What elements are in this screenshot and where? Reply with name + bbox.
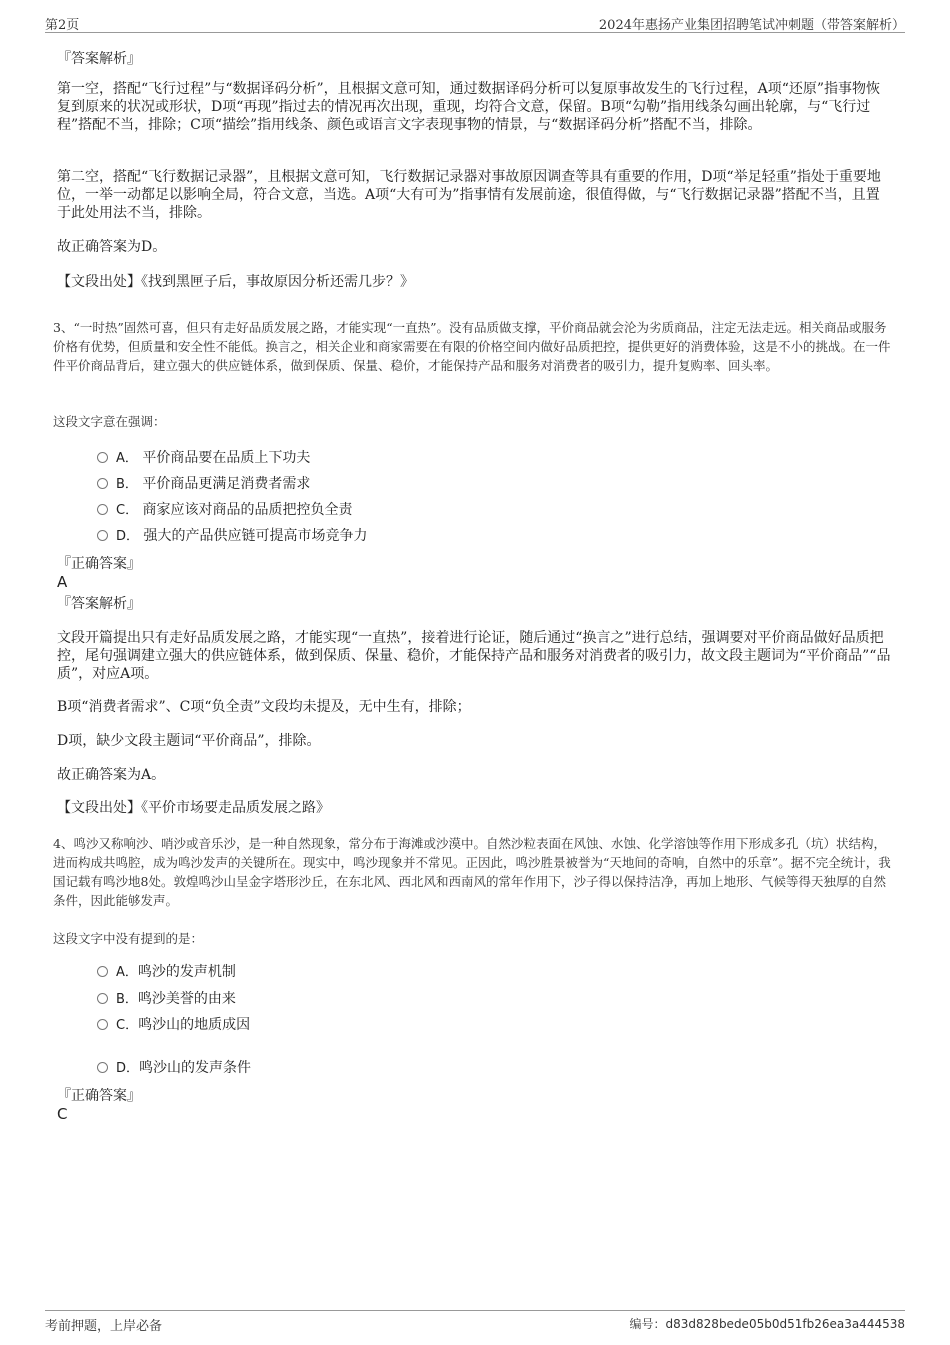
q3-option-d[interactable]: D． 强大的产品供应链可提高市场竞争力 xyxy=(97,527,367,546)
q4-correct-label: 『正确答案』 xyxy=(57,1088,141,1104)
q4-option-d[interactable]: D．鸣沙山的发声条件 xyxy=(97,1059,251,1078)
q2-analysis-para-1: 第一空，搭配“飞行过程”与“数据译码分析”，且根据文意可知，通过数据译码分析可以复原事故发生的飞行过程，A项“还原”指事物恢复到原来的状况或形状，D项“再现”指过去的情况再次出现，重现，均符合文意，保留。B项“勾勒”指用线条勾画出轮廓，与“飞行过程”搭配不当，排除；C项“描绘”指用线条、颜色或语言文字表现事物的情景，与“数据译码分析”搭配不当，排除。 xyxy=(57,81,881,133)
q4-prompt: 这段文字中没有提到的是： xyxy=(53,931,204,946)
page-number: 第2页 xyxy=(45,18,80,33)
radio-button-icon[interactable] xyxy=(97,530,108,541)
q3-conclusion: 故正确答案为A。 xyxy=(57,767,166,783)
q3-option-c[interactable]: C． 商家应该对商品的品质把控负全责 xyxy=(97,501,353,520)
q3-option-a[interactable]: A． 平价商品要在品质上下功夫 xyxy=(97,449,310,468)
radio-button-icon[interactable] xyxy=(97,966,108,977)
q4-option-b[interactable]: B．鸣沙美誉的由来 xyxy=(97,990,236,1009)
q3-source: 【文段出处】《平价市场要走品质发展之路》 xyxy=(57,800,330,816)
radio-button-icon[interactable] xyxy=(97,1019,108,1030)
radio-button-icon[interactable] xyxy=(97,478,108,489)
q3-stem: 3、“一时热”固然可喜，但只有走好品质发展之路，才能实现“一直热”。没有品质做支撑，平价商品就会沦为劣质商品，注定无法走远。相关商品或服务价格有优势，但质量和安全性不能低。换言之，相关企业和商家需要在有限的价格空间内做好品质把控，提供更好的消费体验，这是不小的挑战。在一件件平价商品背后，建立强大的供应链体系，做到保质、保量、稳价，才能保持产品和服务对消费者的吸引力，提升复购率、回头率。 xyxy=(53,320,891,373)
page-footer xyxy=(45,1310,905,1333)
q3-analysis-para-2: B项“消费者需求”、C项“负全责”文段均未提及，无中生有，排除； xyxy=(57,699,471,715)
q3-correct-answer: A xyxy=(57,573,68,591)
q2-analysis-para-2: 第二空，搭配“飞行数据记录器”，且根据文意可知，飞行数据记录器对事故原因调查等具有重要的作用，D项“举足轻重”指处于重要地位，一举一动都足以影响全局，符合文意，当选。A项“大有可为”指事情有发展前途，很值得做，与“飞行数据记录器”搭配不当，且置于此处用法不当，排除。 xyxy=(57,169,881,221)
document-id: 编号：d83d828bede05b0d51fb26ea3a444538 xyxy=(629,1317,905,1331)
radio-button-icon[interactable] xyxy=(97,1062,108,1073)
q2-conclusion: 故正确答案为D。 xyxy=(57,239,167,255)
q3-correct-label: 『正确答案』 xyxy=(57,556,141,572)
q4-option-c[interactable]: C．鸣沙山的地质成因 xyxy=(97,1016,250,1035)
q2-source: 【文段出处】《找到黑匣子后，事故原因分析还需几步？》 xyxy=(57,274,414,290)
q2-analysis-label: 『答案解析』 xyxy=(57,51,141,67)
q4-correct-answer: C xyxy=(57,1105,68,1123)
document-title: 2024年惠扬产业集团招聘笔试冲刺题（带答案解析） xyxy=(598,18,905,33)
q3-analysis-para-1: 文段开篇提出只有走好品质发展之路，才能实现“一直热”，接着进行论证，随后通过“换言之”进行总结，强调要对平价商品做好品质把控，尾句强调建立强大的供应链体系，做到保质、保量、稳价，才能保持产品和服务对消费者的吸引力，故文段主题词为“平价商品”“品质”，对应A项。 xyxy=(57,630,891,682)
q3-analysis-label: 『答案解析』 xyxy=(57,596,141,612)
footer-slogan: 考前押题，上岸必备 xyxy=(45,1319,163,1334)
radio-button-icon[interactable] xyxy=(97,452,108,463)
q3-prompt: 这段文字意在强调： xyxy=(53,414,166,429)
q4-option-a[interactable]: A．鸣沙的发声机制 xyxy=(97,963,236,982)
radio-button-icon[interactable] xyxy=(97,993,108,1004)
radio-button-icon[interactable] xyxy=(97,504,108,515)
page-header xyxy=(45,12,905,33)
q3-analysis-para-3: D项，缺少文段主题词“平价商品”，排除。 xyxy=(57,733,321,749)
q4-stem: 4、鸣沙又称响沙、哨沙或音乐沙，是一种自然现象，常分布于海滩或沙漠中。自然沙粒表面在风蚀、水蚀、化学溶蚀等作用下形成多孔（坑）状结构，进而构成共鸣腔，成为鸣沙发声的关键所在。现实中，鸣沙现象并不常见。正因此，鸣沙胜景被誉为“天地间的奇响，自然中的乐章”。据不完全统计，我国记载有鸣沙地8处。敦煌鸣沙山呈金字塔形沙丘，在东北风、西北风和西南风的常年作用下，沙子得以保持洁净，再加上地形、气候等得天独厚的自然条件，因此能够发声。 xyxy=(53,836,891,908)
q3-option-b[interactable]: B． 平价商品更满足消费者需求 xyxy=(97,475,310,494)
